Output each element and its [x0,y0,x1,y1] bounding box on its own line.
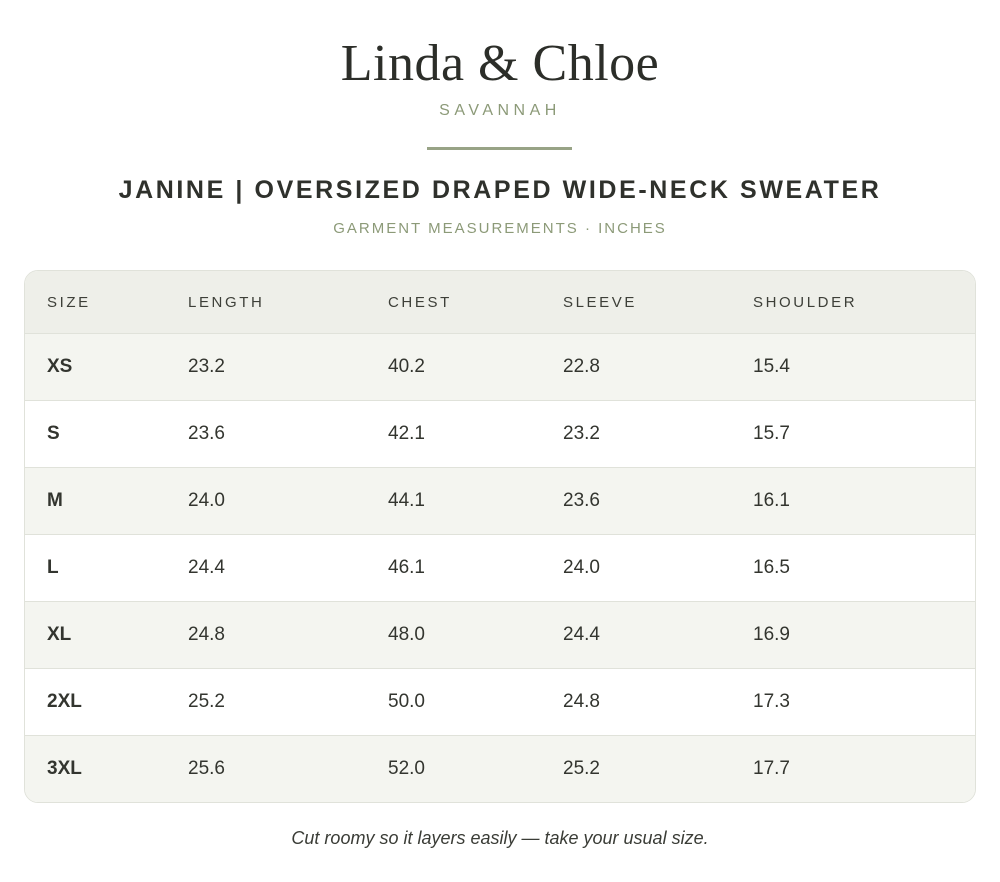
size-chart-table [24,270,976,803]
header-chest: CHEST [388,293,452,311]
chest-cell: 42.1 [388,423,425,444]
length-cell: 23.6 [188,423,225,444]
shoulder-cell: 17.7 [753,758,790,779]
length-cell: 24.4 [188,557,225,578]
chest-cell: 52.0 [388,758,425,779]
sleeve-cell: 24.4 [563,624,600,645]
chest-cell: 46.1 [388,557,425,578]
chest-cell: 40.2 [388,356,425,377]
header-length: LENGTH [188,293,265,311]
brand-location: SAVANNAH [439,102,561,119]
size-cell: XL [47,624,72,645]
table-row [25,735,975,802]
fit-footnote: Cut roomy so it layers easily — take your usual size. [291,828,709,848]
measurements-subtitle: GARMENT MEASUREMENTS · INCHES [333,220,667,237]
shoulder-cell: 16.9 [753,624,790,645]
length-cell: 24.8 [188,624,225,645]
length-cell: 25.2 [188,691,225,712]
sleeve-cell: 25.2 [563,758,600,779]
sleeve-cell: 24.8 [563,691,600,712]
table-row [25,668,975,735]
header-shoulder: SHOULDER [753,293,858,311]
header-sleeve: SLEEVE [563,293,637,311]
size-cell: 2XL [47,691,82,712]
sleeve-cell: 23.2 [563,423,600,444]
product-title: JANINE | OVERSIZED DRAPED WIDE-NECK SWEATER [118,176,882,204]
shoulder-cell: 17.3 [753,691,790,712]
chest-cell: 44.1 [388,490,425,511]
length-cell: 25.6 [188,758,225,779]
shoulder-cell: 15.7 [753,423,790,444]
table-header-row [25,271,975,333]
size-cell: M [47,490,63,511]
chest-cell: 48.0 [388,624,425,645]
size-cell: L [47,557,59,578]
shoulder-cell: 15.4 [753,356,790,377]
brand-name: Linda & Chloe [340,35,660,92]
sleeve-cell: 24.0 [563,557,600,578]
sleeve-cell: 22.8 [563,356,600,377]
table-row [25,400,975,467]
sleeve-cell: 23.6 [563,490,600,511]
table-row [25,333,975,400]
shoulder-cell: 16.1 [753,490,790,511]
table-row [25,467,975,534]
length-cell: 24.0 [188,490,225,511]
size-cell: S [47,423,60,444]
length-cell: 23.2 [188,356,225,377]
page-header [0,0,1000,270]
header-size: SIZE [47,293,91,311]
size-cell: XS [47,356,73,377]
shoulder-cell: 16.5 [753,557,790,578]
table-row [25,534,975,601]
chest-cell: 50.0 [388,691,425,712]
size-cell: 3XL [47,758,82,779]
header-divider [427,147,572,150]
table-row [25,601,975,668]
